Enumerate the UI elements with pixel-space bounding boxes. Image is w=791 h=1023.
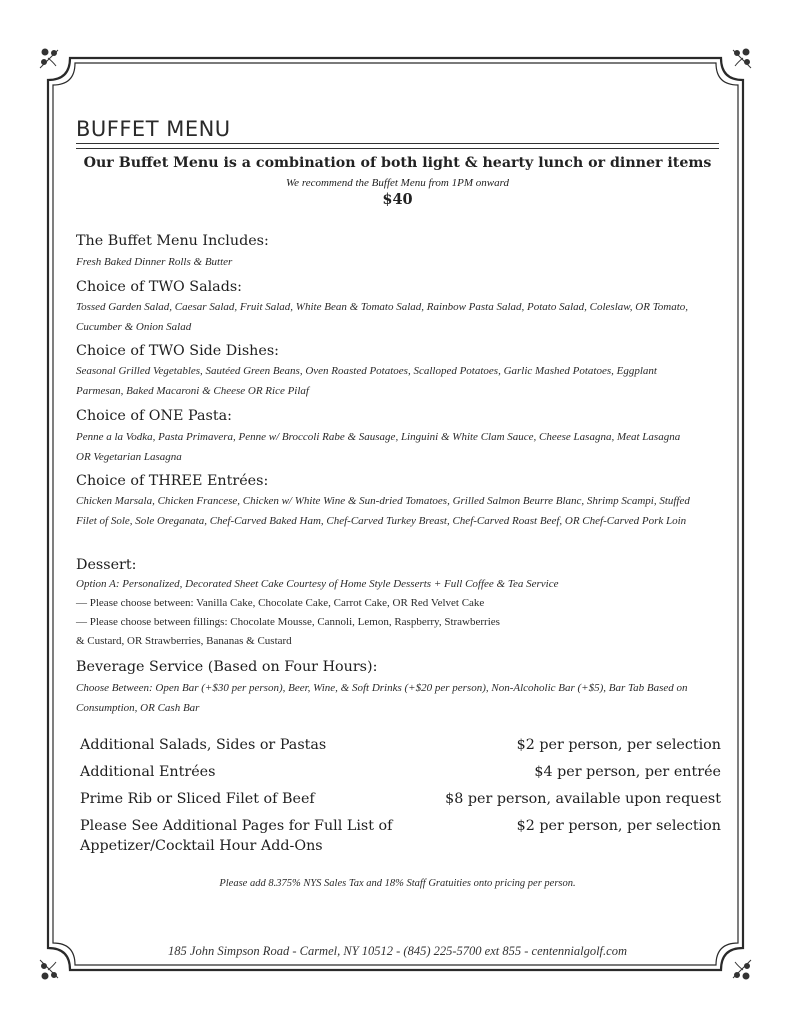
section-heading-salads: Choice of TWO Salads:	[76, 279, 242, 295]
dessert-fillings: — Please choose between fillings: Chocolate Mousse, Cannoli, Lemon, Raspberry, Strawberries	[76, 616, 500, 628]
additional-price: $8 per person, available upon request	[445, 791, 721, 807]
section-body-beverage: Choose Between: Open Bar (+$30 per person), Beer, Wine, & Soft Drinks (+$20 per person), Non-Alcoholic Bar (+$5), Bar Tab Based on Consumption, OR Cash Bar	[76, 682, 688, 714]
section-body-pasta: Penne a la Vodka, Pasta Primavera, Penne w/ Broccoli Rabe & Sausage, Linguini & White Clam Sauce, Cheese Lasagna, Meat Lasagna OR Vegetarian Lasagna	[76, 431, 681, 463]
section-heading-entrees: Choice of THREE Entrées:	[76, 473, 269, 489]
additional-price: $2 per person, per selection	[516, 818, 721, 834]
additional-label: Additional Salads, Sides or Pastas	[80, 737, 327, 753]
additional-label: Prime Rib or Sliced Filet of Beef	[80, 791, 315, 807]
section-heading-pasta: Choice of ONE Pasta:	[76, 408, 232, 424]
menu-subtitle: Our Buffet Menu is a combination of both light & hearty lunch or dinner items	[83, 155, 712, 171]
section-heading-includes: The Buffet Menu Includes:	[76, 233, 269, 249]
title-rule	[76, 143, 719, 144]
tax-note: Please add 8.375% NYS Sales Tax and 18% Staff Gratuities onto pricing per person.	[219, 878, 576, 889]
dessert-cakes: — Please choose between: Vanilla Cake, Chocolate Cake, Carrot Cake, OR Red Velvet Cake	[76, 597, 485, 609]
menu-price: $40	[382, 191, 413, 208]
fleuron-icon	[36, 956, 64, 984]
title-rule	[76, 148, 719, 149]
additional-price: $4 per person, per entrée	[534, 764, 721, 780]
dessert-fillings-cont: & Custard, OR Strawberries, Bananas & Custard	[76, 635, 292, 647]
section-body-entrees: Chicken Marsala, Chicken Francese, Chicken w/ White Wine & Sun-dried Tomatoes, Grilled Salmon Beurre Blanc, Shrimp Scampi, Stuffed Filet of Sole, Sole Oreganata, Chef-Carved Baked Ham, Chef-Carved Turkey Breast, Chef-Carved Roast Beef, OR Chef-Carved Pork Loin	[76, 495, 690, 527]
fleuron-icon	[727, 956, 755, 984]
additional-label: Additional Entrées	[80, 764, 216, 780]
fleuron-icon	[727, 44, 755, 72]
section-body-salads: Tossed Garden Salad, Caesar Salad, Fruit Salad, White Bean & Tomato Salad, Rainbow Pasta Salad, Potato Salad, Coleslaw, OR Tomato, Cucumber & Onion Salad	[76, 301, 689, 333]
fleuron-icon	[36, 44, 64, 72]
section-body-sides: Seasonal Grilled Vegetables, Sautéed Green Beans, Oven Roasted Potatoes, Scalloped Potatoes, Garlic Mashed Potatoes, Eggplant Parmesan, Baked Macaroni & Cheese OR Rice Pilaf	[76, 365, 657, 397]
footer-address: 185 John Simpson Road - Carmel, NY 10512 - (845) 225-5700 ext 855 - centennialgolf.com	[168, 944, 627, 958]
section-heading-beverage: Beverage Service (Based on Four Hours):	[76, 659, 378, 675]
page-title: BUFFET MENU	[76, 117, 231, 141]
section-heading-sides: Choice of TWO Side Dishes:	[76, 343, 279, 359]
dessert-option: Option A: Personalized, Decorated Sheet Cake Courtesy of Home Style Desserts + Full Coffee & Tea Service	[76, 578, 559, 590]
section-body-includes: Fresh Baked Dinner Rolls & Butter	[76, 256, 233, 268]
section-heading-dessert: Dessert:	[76, 557, 137, 573]
additional-price: $2 per person, per selection	[516, 737, 721, 753]
additional-label: Please See Additional Pages for Full List of Appetizer/Cocktail Hour Add-Ons	[80, 818, 393, 854]
menu-recommendation: We recommend the Buffet Menu from 1PM onward	[286, 177, 509, 189]
